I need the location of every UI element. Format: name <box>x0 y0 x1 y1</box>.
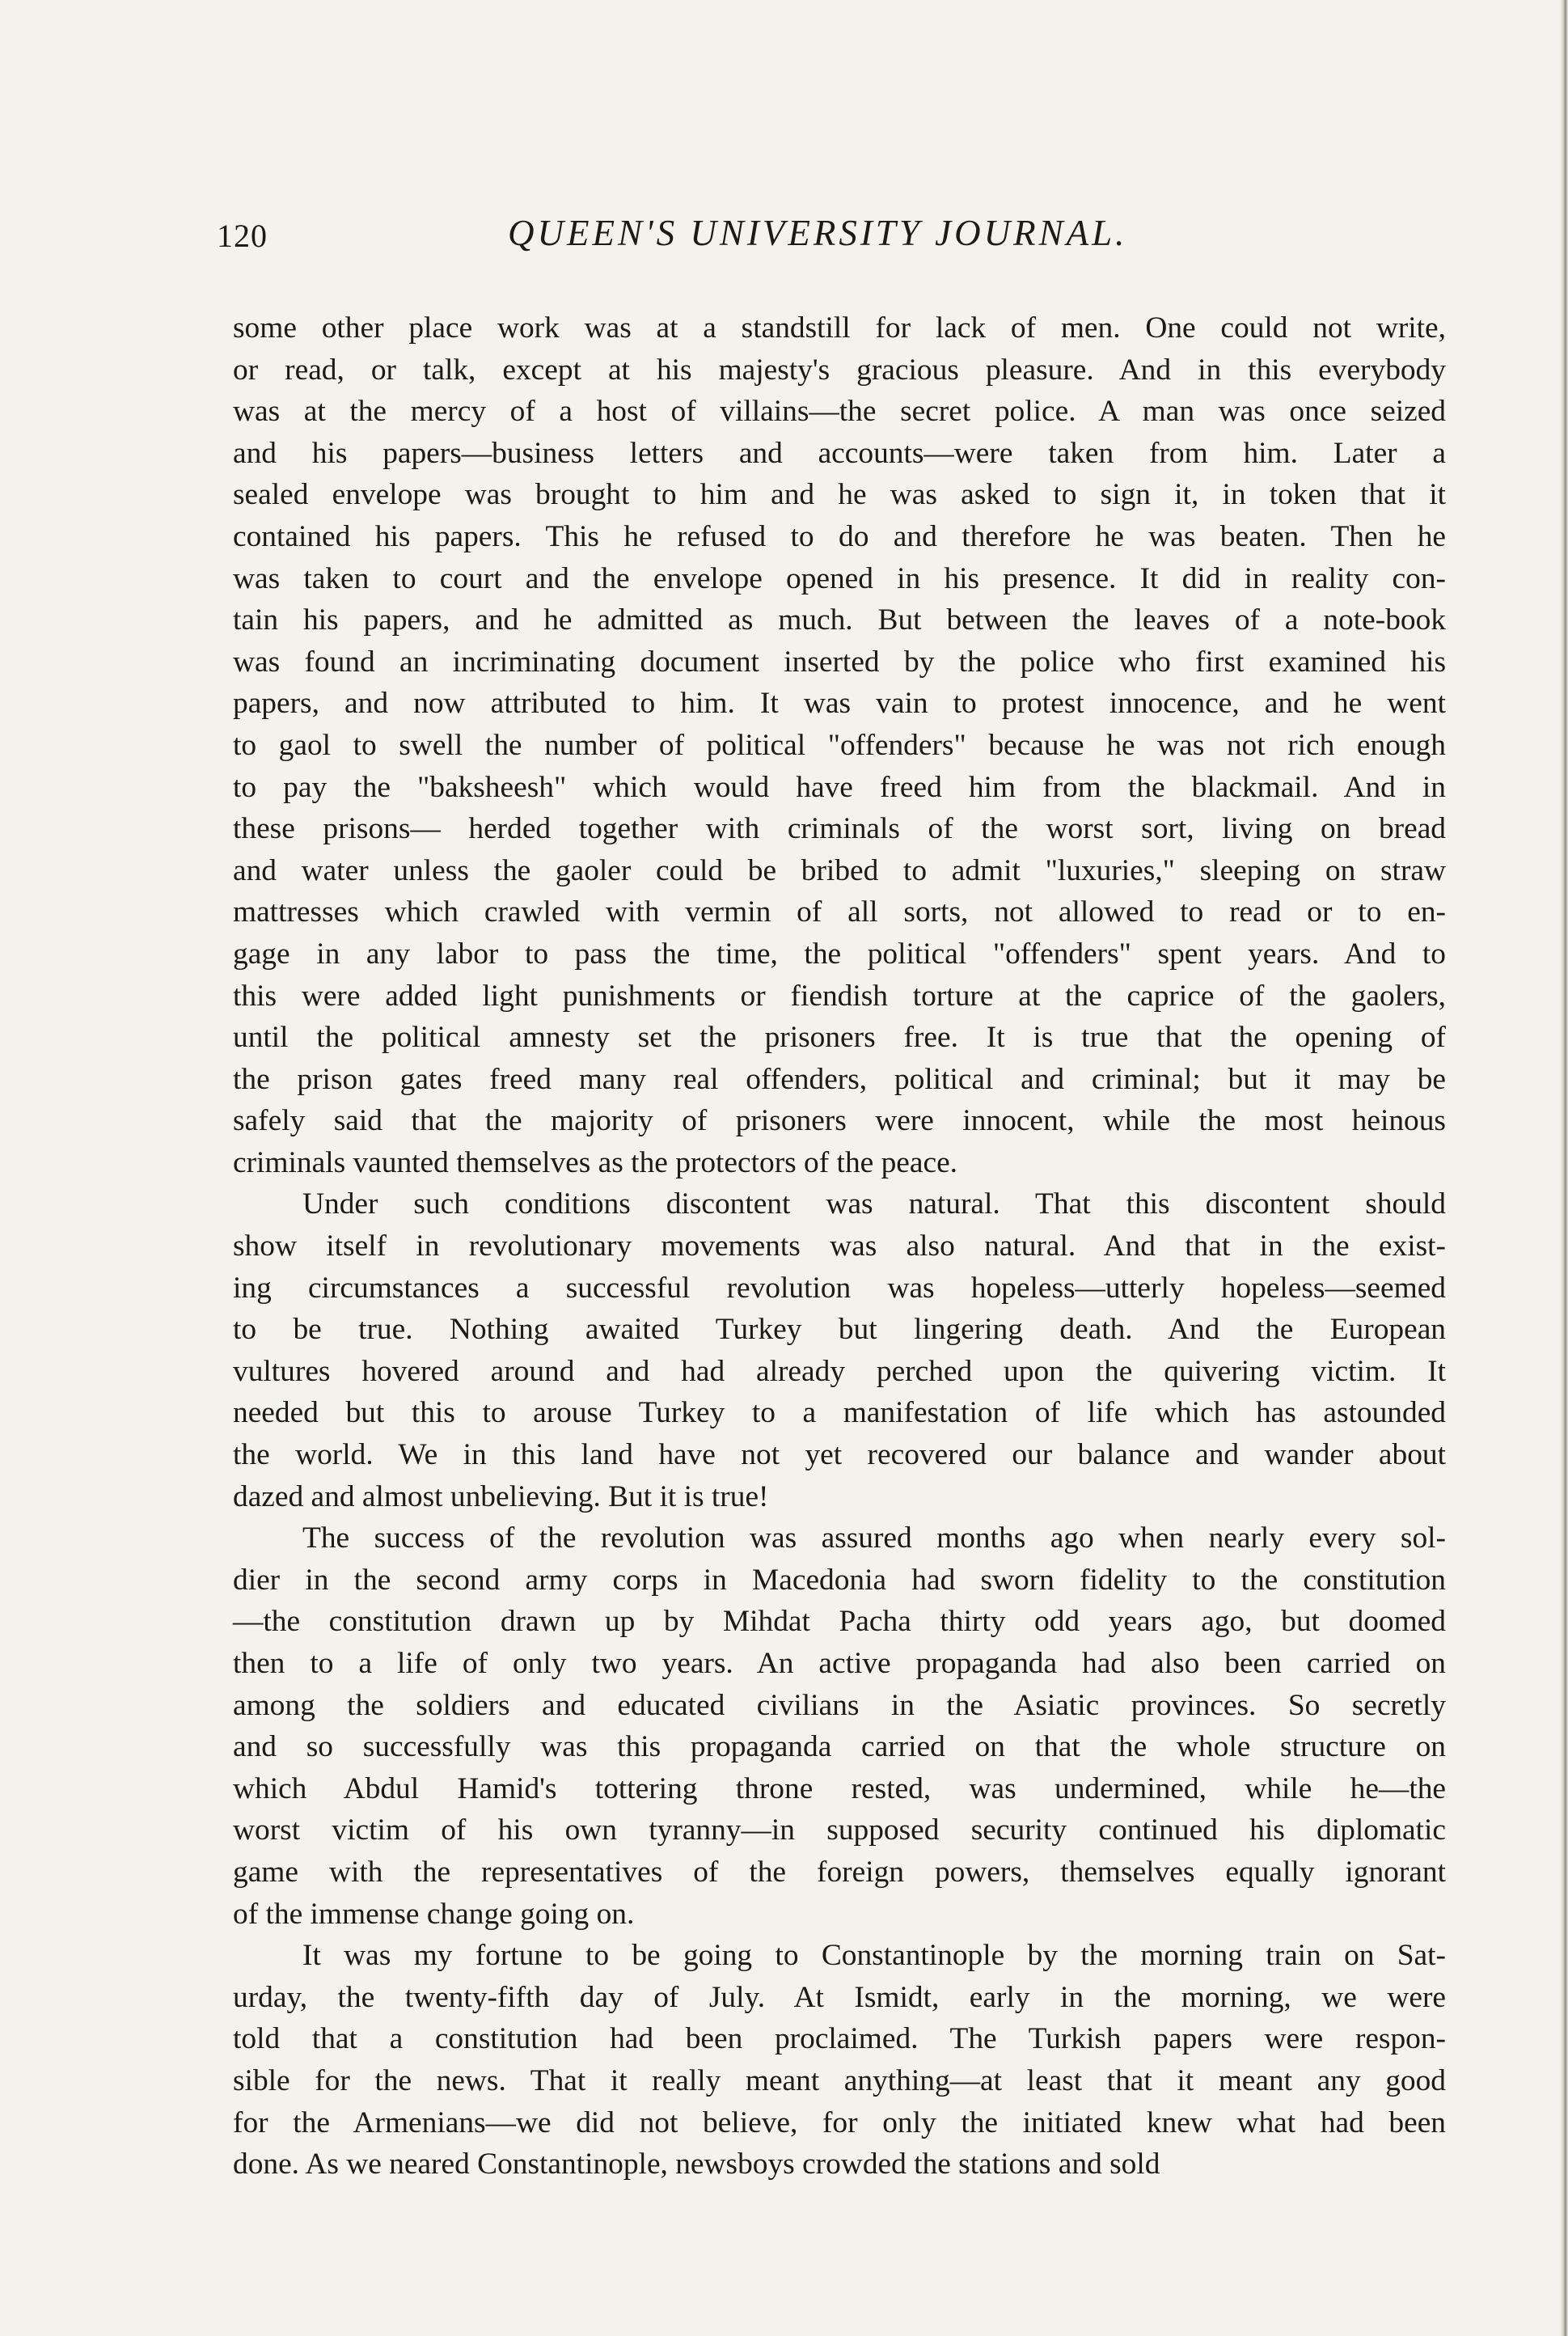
text-line: urday, the twenty-fifth day of July. At Ismidt, early in the morning, we were <box>233 1980 1446 2014</box>
text-line: tain his papers, and he admitted as much. But between the leaves of a note-book <box>233 603 1446 637</box>
text-line: the world. We in this land have not yet recovered our balance and wander about <box>233 1438 1446 1472</box>
paragraph <box>233 1517 1446 1935</box>
text-line: —the constitution drawn up by Mihdat Pacha thirty odd years ago, but doomed <box>233 1605 1446 1639</box>
text-line: vultures hovered around and had already perched upon the quivering victim. It <box>233 1354 1446 1388</box>
text-line: and his papers—business letters and accounts—were taken from him. Later a <box>233 436 1446 470</box>
text-line: and so successfully was this propaganda carried on that the whole structure on <box>233 1730 1446 1764</box>
text-line: criminals vaunted themselves as the protectors of the peace. <box>233 1145 958 1179</box>
page-number: 120 <box>217 218 268 254</box>
text-line: or read, or talk, except at his majesty's gracious pleasure. And in this everybody <box>233 353 1446 387</box>
text-line: for the Armenians—we did not believe, for only the initiated knew what had been <box>233 2105 1446 2139</box>
text-line: was taken to court and the envelope opened in his presence. It did in reality con- <box>233 561 1446 595</box>
text-line: Under such conditions discontent was natural. That this discontent should <box>302 1187 1446 1221</box>
paragraph <box>233 1935 1446 2186</box>
text-line: the prison gates freed many real offenders, political and criminal; but it may be <box>233 1062 1446 1096</box>
text-line: of the immense change going on. <box>233 1897 635 1931</box>
text-line: to be true. Nothing awaited Turkey but lingering death. And the European <box>233 1313 1446 1347</box>
text-line: The success of the revolution was assured months ago when nearly every sol- <box>302 1521 1446 1555</box>
text-line: It was my fortune to be going to Constantinople by the morning train on Sat- <box>302 1939 1446 1973</box>
article-body <box>233 307 1446 2186</box>
text-line: dazed and almost unbelieving. But it is true! <box>233 1479 769 1513</box>
text-line: papers, and now attributed to him. It was vain to protest innocence, and he went <box>233 687 1446 721</box>
text-line: sible for the news. That it really meant anything—at least that it meant any good <box>233 2063 1446 2097</box>
text-line: until the political amnesty set the prisoners free. It is true that the opening of <box>233 1021 1446 1055</box>
text-line: was at the mercy of a host of villains—the secret police. A man was once seized <box>233 395 1446 429</box>
text-line: dier in the second army corps in Macedonia had sworn fidelity to the constitution <box>233 1563 1446 1597</box>
paragraph <box>233 307 1446 1183</box>
text-line: needed but this to arouse Turkey to a manifestation of life which has astounded <box>233 1396 1446 1430</box>
text-line: ing circumstances a successful revolution was hopeless—utterly hopeless—seemed <box>233 1271 1446 1305</box>
text-line: gage in any labor to pass the time, the political "offenders" spent years. And to <box>233 937 1446 971</box>
text-line: then to a life of only two years. An active propaganda had also been carried on <box>233 1647 1446 1680</box>
text-line: was found an incriminating document inserted by the police who first examined his <box>233 645 1446 679</box>
text-line: among the soldiers and educated civilians in the Asiatic provinces. So secretly <box>233 1688 1446 1722</box>
text-line: sealed envelope was brought to him and he was asked to sign it, in token that it <box>233 478 1446 512</box>
text-line: worst victim of his own tyranny—in supposed security continued his diplomatic <box>233 1813 1446 1847</box>
text-line: to pay the "baksheesh" which would have freed him from the blackmail. And in <box>233 770 1446 804</box>
text-line: contained his papers. This he refused to do and therefore he was beaten. Then he <box>233 519 1446 553</box>
text-line: and water unless the gaoler could be bribed to admit "luxuries," sleeping on straw <box>233 853 1446 887</box>
running-head: QUEEN'S UNIVERSITY JOURNAL. <box>508 213 1128 253</box>
text-line: mattresses which crawled with vermin of all sorts, not allowed to read or to en- <box>233 895 1446 929</box>
paragraph <box>233 1183 1446 1517</box>
text-line: told that a constitution had been proclaimed. The Turkish papers were respon- <box>233 2022 1446 2056</box>
text-line: game with the representatives of the foreign powers, themselves equally ignorant <box>233 1855 1446 1889</box>
text-line: safely said that the majority of prisoners were innocent, while the most heinous <box>233 1104 1446 1138</box>
text-line: show itself in revolutionary movements was also natural. And that in the exist- <box>233 1229 1446 1263</box>
text-line: done. As we neared Constantinople, newsboys crowded the stations and sold <box>233 2148 1160 2182</box>
page-edge <box>1560 0 1568 2336</box>
text-line: these prisons— herded together with criminals of the worst sort, living on bread <box>233 812 1446 846</box>
page-header <box>217 212 1446 269</box>
text-line: which Abdul Hamid's tottering throne rested, was undermined, while he—the <box>233 1771 1446 1805</box>
text-line: to gaol to swell the number of political "offenders" because he was not rich enough <box>233 728 1446 762</box>
text-line: this were added light punishments or fiendish torture at the caprice of the gaolers, <box>233 979 1446 1013</box>
text-line: some other place work was at a standstill for lack of men. One could not write, <box>233 311 1446 345</box>
